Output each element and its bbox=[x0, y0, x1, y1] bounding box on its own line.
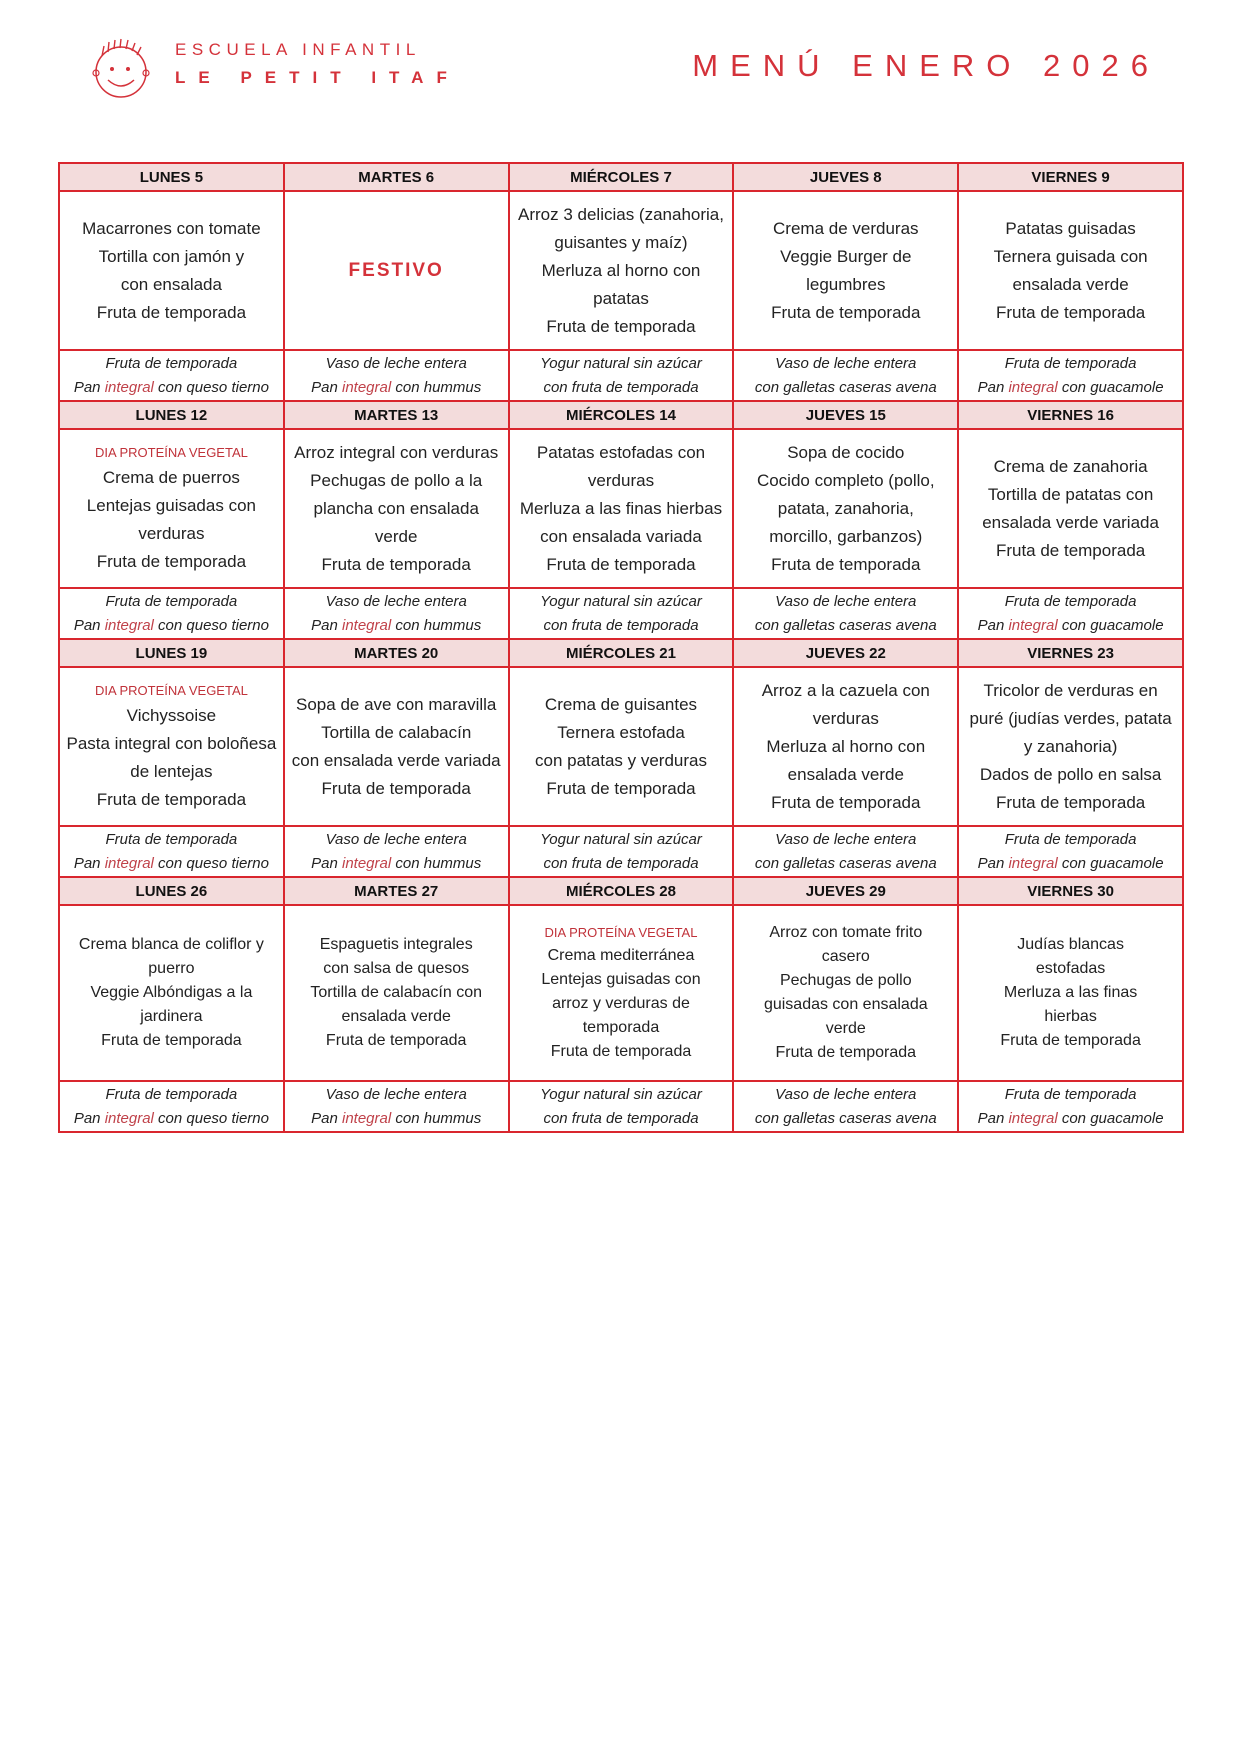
snack-line2-post: con guacamole bbox=[1057, 1109, 1164, 1127]
day-meal-cell bbox=[958, 429, 1183, 588]
meal-line: Tortilla de calabacín con bbox=[310, 984, 483, 1001]
week-header-row bbox=[59, 639, 1183, 667]
snack-line1: Fruta de temporada bbox=[105, 830, 238, 848]
meal-line: Fruta de temporada bbox=[321, 554, 471, 574]
integral-highlight: integral bbox=[104, 616, 154, 634]
snack-line1: Yogur natural sin azúcar bbox=[540, 354, 702, 372]
meal-line: Fruta de temporada bbox=[546, 316, 696, 336]
snack-line2-pre: Pan bbox=[73, 1109, 105, 1127]
meal-line: Lentejas guisadas con bbox=[86, 495, 256, 515]
snack-line2-post: con hummus bbox=[391, 378, 482, 396]
snack-line1: Vaso de leche entera bbox=[325, 1085, 467, 1103]
snack-line2-pre: con galletas caseras avena bbox=[754, 378, 937, 396]
week-meals-row bbox=[59, 905, 1183, 1081]
snack-line2 bbox=[516, 376, 727, 400]
snack-line2 bbox=[291, 614, 502, 638]
snack-line2 bbox=[66, 614, 277, 638]
week-snack-row bbox=[59, 350, 1183, 401]
meal-line: jardinera bbox=[140, 1008, 203, 1025]
snack-line2 bbox=[291, 376, 502, 400]
meal-line: Arroz 3 delicias (zanahoria, bbox=[518, 204, 724, 224]
holiday-label: FESTIVO bbox=[348, 259, 444, 281]
snack-line1: Fruta de temporada bbox=[105, 592, 238, 610]
snack-line2-pre: con fruta de temporada bbox=[543, 854, 699, 872]
meal-line: plancha con ensalada verde bbox=[313, 498, 479, 546]
snack-line2 bbox=[291, 1107, 502, 1131]
snack-line2 bbox=[740, 1107, 951, 1131]
snack-cell bbox=[509, 826, 734, 877]
day-header: MARTES 6 bbox=[284, 163, 509, 191]
meal-line: Arroz con tomate frito bbox=[769, 924, 923, 941]
meal-line: Crema de zanahoria bbox=[993, 456, 1148, 476]
meal-line: Veggie Albóndigas a la bbox=[90, 984, 253, 1001]
meal-line: morcillo, garbanzos) bbox=[769, 526, 923, 546]
integral-highlight: integral bbox=[104, 378, 154, 396]
meal-line: Merluza a las finas bbox=[1003, 984, 1138, 1001]
snack-line2-pre: con galletas caseras avena bbox=[754, 854, 937, 872]
meal-line: hierbas bbox=[1044, 1008, 1097, 1025]
snack-line2-pre: Pan bbox=[977, 1109, 1009, 1127]
meal-line: Pechugas de pollo bbox=[779, 972, 912, 989]
day-meal-cell bbox=[733, 191, 958, 350]
meal-line: Fruta de temporada bbox=[546, 778, 696, 798]
day-meal-cell bbox=[733, 905, 958, 1081]
day-header: JUEVES 29 bbox=[733, 877, 958, 905]
meal-line: con patatas y verduras bbox=[535, 750, 707, 770]
snack-line1: Vaso de leche entera bbox=[325, 830, 467, 848]
meal-line: Tortilla de calabacín bbox=[321, 722, 472, 742]
day-header: MARTES 13 bbox=[284, 401, 509, 429]
snack-line1: Vaso de leche entera bbox=[325, 354, 467, 372]
week-header-row bbox=[59, 877, 1183, 905]
vegetal-protein-tag: DIA PROTEÍNA VEGETAL bbox=[94, 444, 248, 460]
day-meal-cell bbox=[509, 905, 734, 1081]
meal-line: Crema de puerros bbox=[102, 467, 240, 487]
meal-line: guisadas con ensalada bbox=[763, 996, 928, 1013]
integral-highlight: integral bbox=[104, 1109, 154, 1127]
snack-line2 bbox=[965, 376, 1176, 400]
meal-line: Merluza al horno con bbox=[541, 260, 701, 280]
snack-line2-post: con queso tierno bbox=[153, 854, 269, 872]
snack-line2-post: con queso tierno bbox=[153, 1109, 269, 1127]
snack-cell bbox=[509, 350, 734, 401]
snack-line2 bbox=[740, 614, 951, 638]
day-header: MARTES 27 bbox=[284, 877, 509, 905]
integral-highlight: integral bbox=[104, 854, 154, 872]
meal-line: ensalada verde bbox=[341, 1008, 451, 1025]
day-meal-cell bbox=[733, 429, 958, 588]
snack-line1: Vaso de leche entera bbox=[775, 830, 917, 848]
snack-line2 bbox=[740, 376, 951, 400]
snack-line2-post: con hummus bbox=[391, 854, 482, 872]
meal-line: Crema de guisantes bbox=[544, 694, 698, 714]
meal-line: ensalada verde variada bbox=[982, 512, 1159, 532]
day-header: JUEVES 8 bbox=[733, 163, 958, 191]
week-meals-row bbox=[59, 191, 1183, 350]
snack-cell bbox=[958, 826, 1183, 877]
day-header: MIÉRCOLES 28 bbox=[509, 877, 734, 905]
meal-line: Sopa de cocido bbox=[787, 442, 905, 462]
day-header: JUEVES 15 bbox=[733, 401, 958, 429]
meal-line: Fruta de temporada bbox=[96, 789, 247, 809]
day-header: VIERNES 9 bbox=[958, 163, 1183, 191]
snack-cell bbox=[284, 1081, 509, 1132]
week-header-row bbox=[59, 163, 1183, 191]
snack-line1: Fruta de temporada bbox=[1004, 1085, 1137, 1103]
snack-line2-pre: Pan bbox=[311, 378, 342, 396]
snack-line2-pre: Pan bbox=[311, 1109, 342, 1127]
meal-line: Crema mediterránea bbox=[547, 947, 695, 964]
snack-line2 bbox=[516, 852, 727, 876]
integral-highlight: integral bbox=[1008, 378, 1058, 396]
meal-line: Pechugas de pollo a la bbox=[310, 470, 483, 490]
meal-line: Arroz a la cazuela con bbox=[761, 680, 930, 700]
snack-line2 bbox=[516, 1107, 727, 1131]
snack-line2-pre: Pan bbox=[73, 378, 105, 396]
snack-line2-pre: Pan bbox=[977, 378, 1009, 396]
meal-line: Fruta de temporada bbox=[321, 778, 471, 798]
day-meal-cell bbox=[509, 191, 734, 350]
snack-line1: Vaso de leche entera bbox=[775, 354, 917, 372]
meal-line: puré (judías verdes, patata bbox=[969, 708, 1172, 728]
snack-line1: Yogur natural sin azúcar bbox=[540, 830, 702, 848]
meal-line: ensalada verde bbox=[1012, 274, 1129, 294]
meal-line: patatas bbox=[593, 288, 649, 308]
snack-line2-pre: con galletas caseras avena bbox=[754, 1109, 937, 1127]
meal-line: Fruta de temporada bbox=[995, 792, 1146, 812]
snack-cell bbox=[59, 1081, 284, 1132]
snack-line2 bbox=[965, 1107, 1176, 1131]
menu-table bbox=[58, 162, 1184, 1133]
snack-line1: Fruta de temporada bbox=[105, 1085, 238, 1103]
day-meal-cell bbox=[958, 191, 1183, 350]
snack-cell bbox=[733, 1081, 958, 1132]
day-header: LUNES 19 bbox=[59, 639, 284, 667]
day-header: MIÉRCOLES 14 bbox=[509, 401, 734, 429]
snack-line2-pre: con galletas caseras avena bbox=[754, 616, 937, 634]
day-meal-cell bbox=[59, 905, 284, 1081]
integral-highlight: integral bbox=[342, 378, 392, 396]
integral-highlight: integral bbox=[1008, 854, 1058, 872]
snack-line2 bbox=[291, 852, 502, 876]
snack-line2-pre: Pan bbox=[311, 616, 342, 634]
snack-line2 bbox=[740, 852, 951, 876]
day-header: MARTES 20 bbox=[284, 639, 509, 667]
meal-line: Patatas guisadas bbox=[1005, 218, 1136, 238]
integral-highlight: integral bbox=[1008, 1109, 1058, 1127]
smiley-logo-icon bbox=[90, 36, 152, 100]
meal-line: legumbres bbox=[806, 274, 886, 294]
snack-cell bbox=[284, 588, 509, 639]
integral-highlight: integral bbox=[342, 1109, 392, 1127]
snack-cell bbox=[733, 826, 958, 877]
day-header: LUNES 12 bbox=[59, 401, 284, 429]
meal-line: Vichyssoise bbox=[126, 705, 217, 725]
snack-line2-pre: Pan bbox=[73, 854, 105, 872]
snack-cell bbox=[958, 350, 1183, 401]
snack-line1: Fruta de temporada bbox=[105, 354, 238, 372]
vegetal-protein-tag: DIA PROTEÍNA VEGETAL bbox=[544, 925, 698, 940]
week-snack-row bbox=[59, 588, 1183, 639]
week-meals-row bbox=[59, 429, 1183, 588]
snack-cell bbox=[733, 588, 958, 639]
meal-line: ensalada verde bbox=[787, 764, 904, 784]
day-meal-cell bbox=[59, 429, 284, 588]
snack-line2-pre: con fruta de temporada bbox=[543, 1109, 699, 1127]
snack-line2-pre: Pan bbox=[977, 854, 1009, 872]
meal-line: Fruta de temporada bbox=[546, 554, 696, 574]
school-name-line2: LE PETIT ITAF bbox=[175, 68, 460, 87]
day-meal-cell bbox=[958, 667, 1183, 826]
meal-line: Fruta de temporada bbox=[775, 1044, 917, 1061]
snack-line2 bbox=[66, 1107, 277, 1131]
snack-line2-pre: Pan bbox=[977, 616, 1009, 634]
snack-line2-post: con queso tierno bbox=[153, 378, 269, 396]
meal-line: Fruta de temporada bbox=[325, 1032, 467, 1049]
snack-cell bbox=[59, 826, 284, 877]
snack-line1: Yogur natural sin azúcar bbox=[540, 1085, 702, 1103]
snack-cell bbox=[509, 1081, 734, 1132]
snack-line2-pre: con fruta de temporada bbox=[543, 378, 699, 396]
meal-line: Fruta de temporada bbox=[96, 551, 247, 571]
week-header-row bbox=[59, 401, 1183, 429]
meal-line: de lentejas bbox=[130, 761, 213, 781]
snack-line2-post: con queso tierno bbox=[153, 616, 269, 634]
meal-line: y zanahoria) bbox=[1023, 736, 1118, 756]
meal-line: Fruta de temporada bbox=[1000, 1032, 1141, 1049]
meal-line: verduras bbox=[138, 523, 205, 543]
meal-line: Fruta de temporada bbox=[995, 540, 1146, 560]
meal-line: arroz y verduras de bbox=[552, 995, 690, 1012]
week-snack-row bbox=[59, 826, 1183, 877]
snack-cell bbox=[958, 588, 1183, 639]
meal-line: Cocido completo (pollo, bbox=[756, 470, 935, 490]
meal-line: con salsa de quesos bbox=[323, 960, 470, 977]
meal-line: Tricolor de verduras en bbox=[983, 680, 1158, 700]
school-name-line1: ESCUELA INFANTIL bbox=[175, 40, 421, 59]
snack-line1: Fruta de temporada bbox=[1004, 830, 1137, 848]
day-header: VIERNES 30 bbox=[958, 877, 1183, 905]
meal-line: verduras bbox=[812, 708, 879, 728]
meal-line: verduras bbox=[587, 470, 655, 490]
meal-line: Pasta integral con boloñesa bbox=[66, 733, 277, 753]
meal-line: Veggie Burger de bbox=[780, 246, 912, 266]
day-header: VIERNES 23 bbox=[958, 639, 1183, 667]
snack-cell bbox=[509, 588, 734, 639]
day-meal-cell bbox=[284, 191, 509, 350]
meal-line: Sopa de ave con maravilla bbox=[296, 694, 497, 714]
meal-line: Dados de pollo en salsa bbox=[979, 764, 1162, 784]
week-meals-row bbox=[59, 667, 1183, 826]
snack-line1: Vaso de leche entera bbox=[775, 592, 917, 610]
meal-line: puerro bbox=[148, 960, 195, 977]
meal-line: Fruta de temporada bbox=[771, 792, 921, 812]
day-header: VIERNES 16 bbox=[958, 401, 1183, 429]
snack-line2-pre: con fruta de temporada bbox=[543, 616, 699, 634]
meal-line: estofadas bbox=[1035, 960, 1106, 977]
snack-line2-pre: Pan bbox=[73, 616, 105, 634]
page-title: MENÚ ENERO 2026 bbox=[692, 48, 1160, 83]
snack-line2-pre: Pan bbox=[311, 854, 342, 872]
meal-line: con ensalada variada bbox=[540, 526, 702, 546]
meal-line: Merluza al horno con bbox=[766, 736, 926, 756]
snack-line2 bbox=[965, 614, 1176, 638]
day-meal-cell bbox=[958, 905, 1183, 1081]
snack-line1: Fruta de temporada bbox=[1004, 592, 1137, 610]
snack-cell bbox=[59, 588, 284, 639]
snack-line1: Vaso de leche entera bbox=[775, 1085, 917, 1103]
snack-line2-post: con hummus bbox=[391, 616, 482, 634]
snack-line2 bbox=[965, 852, 1176, 876]
day-meal-cell bbox=[59, 191, 284, 350]
meal-line: Fruta de temporada bbox=[771, 554, 921, 574]
meal-line: Crema blanca de coliflor y bbox=[78, 936, 264, 953]
meal-line: casero bbox=[821, 948, 870, 965]
day-header: LUNES 5 bbox=[59, 163, 284, 191]
meal-line: Tortilla con jamón y bbox=[98, 246, 245, 266]
snack-line2-post: con guacamole bbox=[1057, 616, 1164, 634]
snack-line1: Vaso de leche entera bbox=[325, 592, 467, 610]
meal-line: Lentejas guisadas con bbox=[541, 971, 701, 988]
day-meal-cell bbox=[509, 429, 734, 588]
snack-cell bbox=[958, 1081, 1183, 1132]
snack-line2-post: con guacamole bbox=[1057, 854, 1164, 872]
snack-cell bbox=[733, 350, 958, 401]
snack-line2 bbox=[66, 376, 277, 400]
integral-highlight: integral bbox=[342, 616, 392, 634]
snack-line2 bbox=[66, 852, 277, 876]
meal-line: guisantes y maíz) bbox=[554, 232, 688, 252]
day-meal-cell bbox=[284, 429, 509, 588]
meal-line: Macarrones con tomate bbox=[82, 218, 261, 238]
snack-cell bbox=[284, 826, 509, 877]
day-meal-cell bbox=[733, 667, 958, 826]
meal-line: verde bbox=[825, 1020, 866, 1037]
meal-line: Tortilla de patatas con bbox=[987, 484, 1154, 504]
meal-line: Fruta de temporada bbox=[771, 302, 921, 322]
meal-line: Judías blancas bbox=[1017, 936, 1124, 953]
day-meal-cell bbox=[509, 667, 734, 826]
snack-line2 bbox=[516, 614, 727, 638]
integral-highlight: integral bbox=[342, 854, 392, 872]
day-header: JUEVES 22 bbox=[733, 639, 958, 667]
snack-line1: Yogur natural sin azúcar bbox=[540, 592, 702, 610]
meal-line: Fruta de temporada bbox=[550, 1043, 692, 1060]
meal-line: temporada bbox=[582, 1019, 660, 1036]
snack-line2-post: con guacamole bbox=[1057, 378, 1164, 396]
meal-line: Fruta de temporada bbox=[995, 302, 1146, 322]
day-header: MIÉRCOLES 21 bbox=[509, 639, 734, 667]
snack-cell bbox=[284, 350, 509, 401]
snack-line1: Fruta de temporada bbox=[1004, 354, 1137, 372]
day-meal-cell bbox=[284, 667, 509, 826]
meal-line: Merluza a las finas hierbas bbox=[519, 498, 723, 518]
meal-line: con ensalada bbox=[120, 274, 222, 294]
meal-line: Patatas estofadas con bbox=[536, 442, 706, 462]
day-header: MIÉRCOLES 7 bbox=[509, 163, 734, 191]
vegetal-protein-tag: DIA PROTEÍNA VEGETAL bbox=[94, 682, 248, 698]
meal-line: Fruta de temporada bbox=[101, 1032, 242, 1049]
day-meal-cell bbox=[284, 905, 509, 1081]
meal-line: con ensalada verde variada bbox=[291, 750, 501, 770]
day-header: LUNES 26 bbox=[59, 877, 284, 905]
day-meal-cell bbox=[59, 667, 284, 826]
snack-cell bbox=[59, 350, 284, 401]
integral-highlight: integral bbox=[1008, 616, 1058, 634]
school-name bbox=[175, 40, 460, 88]
meal-line: Espaguetis integrales bbox=[319, 936, 473, 953]
meal-line: Ternera guisada con bbox=[993, 246, 1148, 266]
week-snack-row bbox=[59, 1081, 1183, 1132]
snack-line2-post: con hummus bbox=[391, 1109, 482, 1127]
meal-line: Arroz integral con verduras bbox=[294, 442, 499, 462]
meal-line: Ternera estofada bbox=[557, 722, 685, 742]
meal-line: Fruta de temporada bbox=[96, 302, 247, 322]
meal-line: patata, zanahoria, bbox=[777, 498, 914, 518]
meal-line: Crema de verduras bbox=[773, 218, 919, 238]
